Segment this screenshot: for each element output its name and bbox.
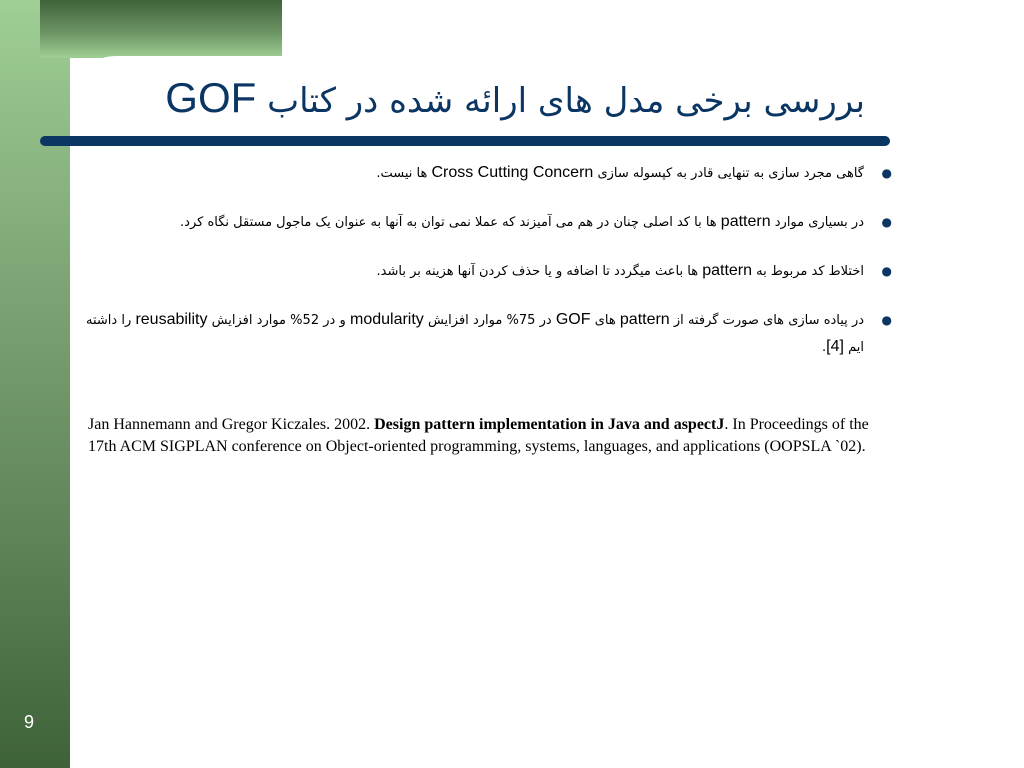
bullet-latin-term: reusability <box>135 311 208 328</box>
bullet-item <box>86 160 892 187</box>
slide-title-gof: GOF <box>165 74 257 121</box>
top-decorative-band <box>40 0 282 58</box>
citation-marker: [4] <box>826 338 844 355</box>
bullet-text: و در 52% موارد افزایش <box>211 313 346 328</box>
bullet-latin-term: pattern <box>720 213 771 230</box>
reference-citation <box>88 414 888 458</box>
left-decorative-band <box>0 0 70 768</box>
bullet-item <box>86 258 892 285</box>
title-underline <box>40 136 890 146</box>
bullet-text: . <box>822 340 827 355</box>
bullet-text: گاهی مجرد سازی به تنهایی قادر به کپسوله سازی <box>597 166 864 181</box>
reference-title: Design pattern implementation in Java and aspectJ <box>374 416 725 433</box>
slide-title <box>150 68 865 128</box>
bullet-latin-term: pattern <box>702 262 753 279</box>
bullet-text: در پیاده سازی های صورت گرفته از <box>673 313 865 328</box>
bullet-text: را داشته ایم <box>86 313 864 355</box>
bullet-latin-term: GOF <box>555 311 591 328</box>
slide-title-persian: بررسی برخی مدل های ارائه شده در کتاب <box>267 81 865 121</box>
bullet-latin-term: Cross Cutting Concern <box>431 164 594 181</box>
bullet-item <box>86 307 892 361</box>
reference-authors: Jan Hannemann and Gregor Kiczales. 2002. <box>88 416 371 433</box>
bullet-item <box>86 209 892 236</box>
bullet-text: اختلاط کد مربوط به <box>756 264 864 279</box>
bullet-dot-icon: ● <box>881 264 892 278</box>
bullet-text: ها باعث میگردد تا اضافه و یا حذف کردن آنها هزینه بر باشد. <box>376 264 699 279</box>
bullet-text: در 75% موارد افزایش <box>427 313 552 328</box>
bullet-text: در بسیاری موارد <box>774 215 864 230</box>
bullet-list <box>86 160 892 383</box>
bullet-text: ها با کد اصلی چنان در هم می آمیزند که عملا نمی توان به آنها به عنوان یک ماجول مستقل نگاه کرد. <box>180 215 717 230</box>
bullet-latin-term: pattern <box>619 311 670 328</box>
slide-number: 9 <box>23 712 34 732</box>
reference-venue: . In Proceedings of the 17th ACM SIGPLAN conference on Object-oriented programming, systems, languages, and applications (OOPSLA `02). <box>88 416 869 455</box>
bullet-text: ها نیست. <box>376 166 428 181</box>
bullet-dot-icon: ● <box>881 166 892 180</box>
bullet-dot-icon: ● <box>881 215 892 229</box>
bullet-latin-term: modularity <box>349 311 424 328</box>
bullet-text: های <box>594 313 616 328</box>
bullet-dot-icon: ● <box>881 313 892 327</box>
